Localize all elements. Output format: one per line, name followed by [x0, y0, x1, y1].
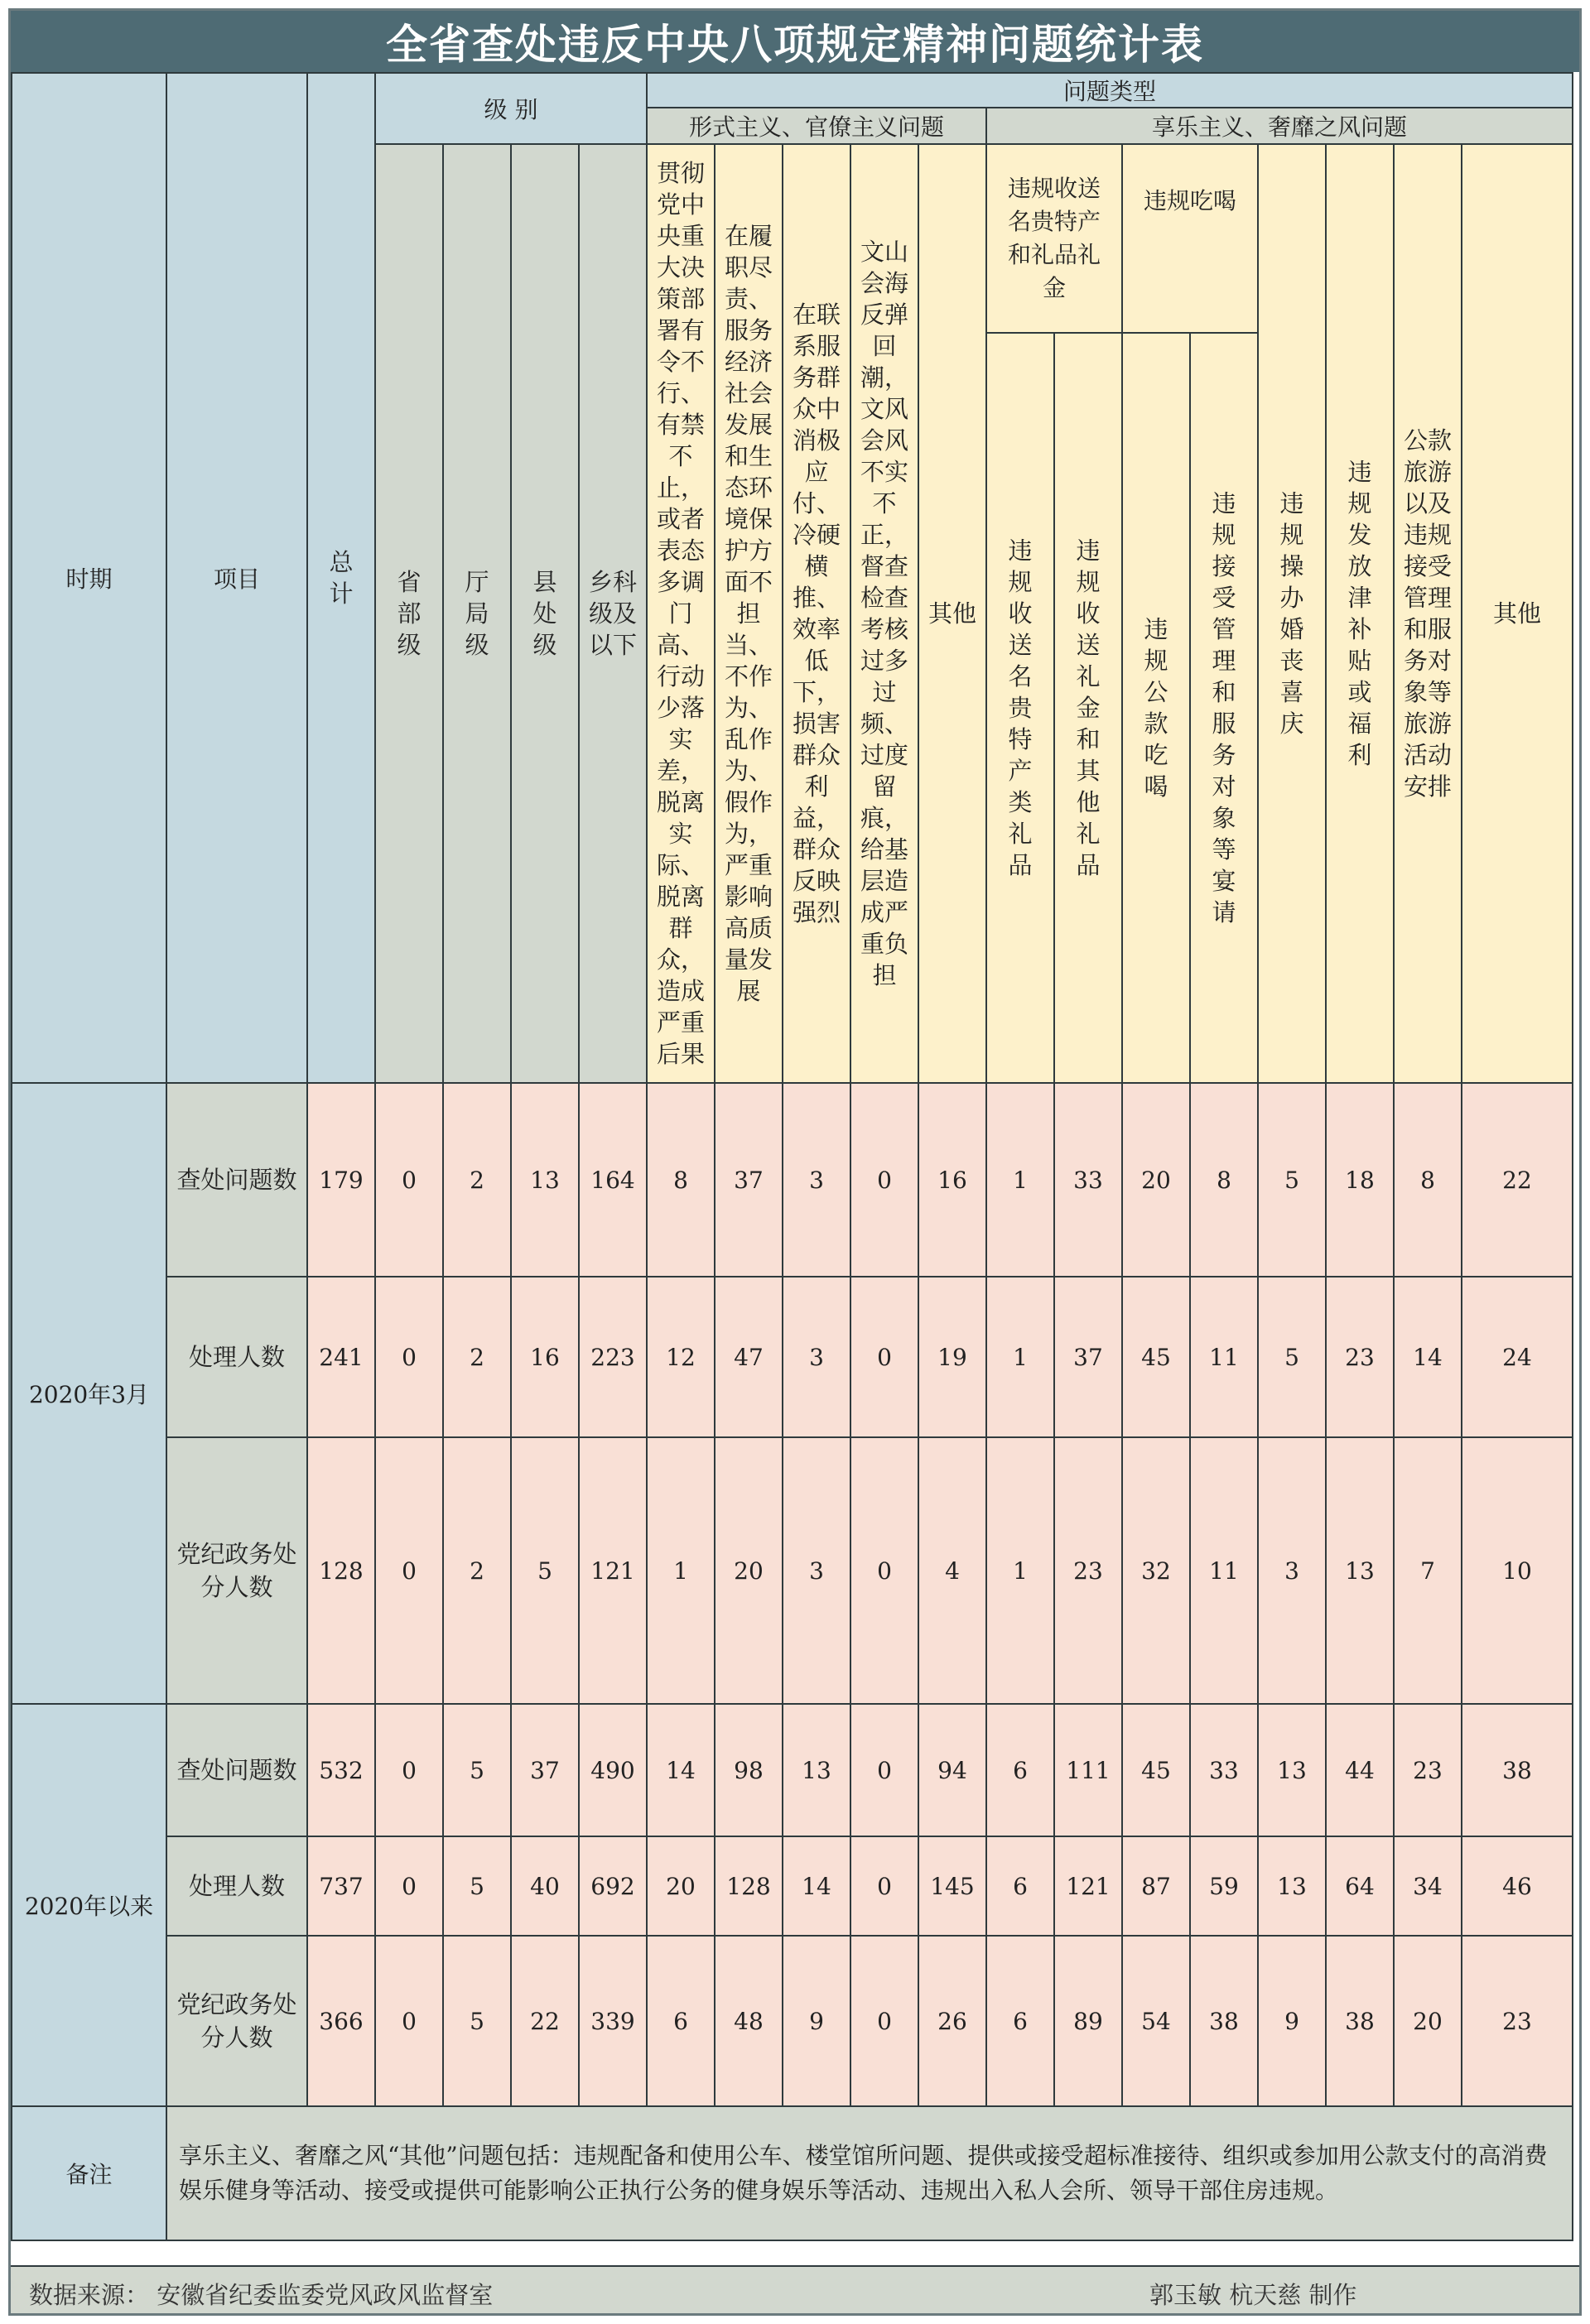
row-label: 党纪政务处分人数 — [166, 1437, 307, 1704]
cell: 37 — [715, 1083, 783, 1277]
cell: 0 — [375, 1836, 443, 1936]
cell: 6 — [647, 1936, 715, 2106]
header-public-travel: 公款旅游以及违规接受管理和服务对象等旅游活动安排 — [1394, 144, 1462, 1083]
cell: 179 — [307, 1083, 375, 1277]
cell: 4 — [918, 1437, 986, 1704]
cell: 2 — [443, 1083, 511, 1277]
cell: 16 — [918, 1083, 986, 1277]
row-label: 处理人数 — [166, 1836, 307, 1936]
cell: 145 — [918, 1836, 986, 1936]
header-problem-type: 问题类型 — [647, 73, 1573, 108]
table-row — [12, 1437, 1573, 1704]
cell: 32 — [1122, 1437, 1190, 1704]
cell: 164 — [579, 1083, 647, 1277]
period-label: 2020年以来 — [12, 1704, 166, 2106]
row-label: 查处问题数 — [166, 1083, 307, 1277]
cell: 33 — [1054, 1083, 1122, 1277]
table-row — [12, 1704, 1573, 1836]
cell: 38 — [1462, 1704, 1573, 1836]
header-formalism: 形式主义、官僚主义问题 — [647, 108, 986, 144]
cell: 46 — [1462, 1836, 1573, 1936]
cell: 2 — [443, 1277, 511, 1437]
statistics-table — [11, 72, 1573, 2241]
statistics-sheet — [8, 8, 1582, 2316]
header-formalism-col-4: 文山会海反弹回潮，文风会风不实不正，督查检查考核过多过频、过度留痕，给基层造成严重负担 — [850, 144, 918, 1083]
header-dining-public: 违规公款吃喝 — [1122, 333, 1190, 1083]
cell: 89 — [1054, 1936, 1122, 2106]
cell: 0 — [850, 1836, 918, 1936]
cell: 7 — [1394, 1437, 1462, 1704]
table-row — [12, 1083, 1573, 1277]
cell: 13 — [1258, 1836, 1326, 1936]
cell: 26 — [918, 1936, 986, 2106]
cell: 0 — [850, 1936, 918, 2106]
cell: 37 — [1054, 1277, 1122, 1437]
cell: 8 — [1190, 1083, 1258, 1277]
row-label: 党纪政务处分人数 — [166, 1936, 307, 2106]
cell: 5 — [443, 1836, 511, 1936]
cell: 20 — [1122, 1083, 1190, 1277]
data-source: 数据来源： 安徽省纪委监委党风政风监督室 — [29, 2281, 494, 2309]
cell: 0 — [850, 1277, 918, 1437]
cell: 241 — [307, 1277, 375, 1437]
cell: 121 — [579, 1437, 647, 1704]
cell: 3 — [1258, 1437, 1326, 1704]
cell: 22 — [511, 1936, 579, 2106]
cell: 64 — [1326, 1836, 1394, 1936]
cell: 19 — [918, 1277, 986, 1437]
table-row — [12, 1836, 1573, 1936]
cell: 38 — [1326, 1936, 1394, 2106]
table-row — [12, 1277, 1573, 1437]
cell: 223 — [579, 1277, 647, 1437]
cell: 38 — [1190, 1936, 1258, 2106]
cell: 12 — [647, 1277, 715, 1437]
cell: 23 — [1462, 1936, 1573, 2106]
cell: 5 — [443, 1936, 511, 2106]
cell: 20 — [1394, 1936, 1462, 2106]
header-period: 时期 — [12, 73, 166, 1083]
footer — [11, 2265, 1579, 2313]
cell: 59 — [1190, 1836, 1258, 1936]
cell: 0 — [375, 1083, 443, 1277]
header-gifts-group: 违规收送名贵特产和礼品礼金 — [986, 144, 1122, 333]
row-label: 查处问题数 — [166, 1704, 307, 1836]
cell: 737 — [307, 1836, 375, 1936]
cell: 14 — [1394, 1277, 1462, 1437]
cell: 37 — [511, 1704, 579, 1836]
cell: 5 — [1258, 1083, 1326, 1277]
cell: 0 — [375, 1936, 443, 2106]
cell: 366 — [307, 1936, 375, 2106]
header-dining-group: 违规吃喝 — [1122, 144, 1258, 333]
cell: 692 — [579, 1836, 647, 1936]
cell: 339 — [579, 1936, 647, 2106]
cell: 6 — [986, 1936, 1054, 2106]
header-item: 项目 — [166, 73, 307, 1083]
cell: 5 — [1258, 1277, 1326, 1437]
remark-label: 备注 — [12, 2106, 166, 2240]
header-weddings-funerals: 违规操办婚丧喜庆 — [1258, 144, 1326, 1083]
cell: 13 — [783, 1704, 850, 1836]
cell: 1 — [986, 1083, 1054, 1277]
cell: 14 — [647, 1704, 715, 1836]
cell: 45 — [1122, 1704, 1190, 1836]
cell: 1 — [986, 1277, 1054, 1437]
cell: 0 — [850, 1704, 918, 1836]
cell: 98 — [715, 1704, 783, 1836]
period-label: 2020年3月 — [12, 1083, 166, 1704]
header-hedonism: 享乐主义、奢靡之风问题 — [986, 108, 1573, 144]
cell: 48 — [715, 1936, 783, 2106]
cell: 0 — [850, 1083, 918, 1277]
cell: 6 — [986, 1704, 1054, 1836]
cell: 47 — [715, 1277, 783, 1437]
cell: 33 — [1190, 1704, 1258, 1836]
cell: 0 — [375, 1277, 443, 1437]
cell: 16 — [511, 1277, 579, 1437]
cell: 1 — [647, 1437, 715, 1704]
cell: 0 — [375, 1437, 443, 1704]
cell: 20 — [647, 1836, 715, 1936]
cell: 128 — [307, 1437, 375, 1704]
header-level-province: 省部级 — [375, 144, 443, 1083]
cell: 532 — [307, 1704, 375, 1836]
header-gifts-specialty: 违规收送名贵特产类礼品 — [986, 333, 1054, 1083]
header-formalism-other: 其他 — [918, 144, 986, 1083]
cell: 8 — [1394, 1083, 1462, 1277]
cell: 14 — [783, 1836, 850, 1936]
header-level-township: 乡科级及以下 — [579, 144, 647, 1083]
header-level-bureau: 厅局级 — [443, 144, 511, 1083]
cell: 22 — [1462, 1083, 1573, 1277]
cell: 111 — [1054, 1704, 1122, 1836]
cell: 11 — [1190, 1277, 1258, 1437]
cell: 23 — [1394, 1704, 1462, 1836]
cell: 44 — [1326, 1704, 1394, 1836]
cell: 3 — [783, 1083, 850, 1277]
author-credit: 郭玉敏 杭天慈 制作 — [1149, 2281, 1357, 2309]
cell: 6 — [986, 1836, 1054, 1936]
cell: 54 — [1122, 1936, 1190, 2106]
cell: 9 — [1258, 1936, 1326, 2106]
cell: 94 — [918, 1704, 986, 1836]
cell: 3 — [783, 1277, 850, 1437]
cell: 10 — [1462, 1437, 1573, 1704]
cell: 24 — [1462, 1277, 1573, 1437]
cell: 0 — [850, 1437, 918, 1704]
cell: 0 — [375, 1704, 443, 1836]
cell: 13 — [1326, 1437, 1394, 1704]
header-level-county: 县处级 — [511, 144, 579, 1083]
cell: 9 — [783, 1936, 850, 2106]
cell: 20 — [715, 1437, 783, 1704]
cell: 23 — [1326, 1277, 1394, 1437]
cell: 1 — [986, 1437, 1054, 1704]
cell: 5 — [443, 1704, 511, 1836]
cell: 13 — [511, 1083, 579, 1277]
cell: 11 — [1190, 1437, 1258, 1704]
cell: 5 — [511, 1437, 579, 1704]
header-formalism-col-1: 贯彻党中央重大决策部署有令不行、有禁不止，或者表态多调门高、行动少落实差，脱离实际、脱离群众，造成严重后果 — [647, 144, 715, 1083]
cell: 18 — [1326, 1083, 1394, 1277]
cell: 40 — [511, 1836, 579, 1936]
cell: 121 — [1054, 1836, 1122, 1936]
header-hedonism-other: 其他 — [1462, 144, 1573, 1083]
header-level: 级 别 — [375, 73, 647, 144]
cell: 34 — [1394, 1836, 1462, 1936]
cell: 2 — [443, 1437, 511, 1704]
remark-text: 享乐主义、奢靡之风“其他”问题包括：违规配备和使用公车、楼堂馆所问题、提供或接受超标准接待、组织或参加用公款支付的高消费娱乐健身等活动、接受或提供可能影响公正执行公务的健身娱乐等活动、违规出入私人会所、领导干部住房违规。 — [166, 2106, 1573, 2240]
cell: 87 — [1122, 1836, 1190, 1936]
header-gifts-money: 违规收送礼金和其他礼品 — [1054, 333, 1122, 1083]
header-allowances: 违规发放津补贴或福利 — [1326, 144, 1394, 1083]
cell: 3 — [783, 1437, 850, 1704]
header-total: 总计 — [307, 73, 375, 1083]
cell: 13 — [1258, 1704, 1326, 1836]
cell: 128 — [715, 1836, 783, 1936]
cell: 45 — [1122, 1277, 1190, 1437]
cell: 8 — [647, 1083, 715, 1277]
table-row — [12, 1936, 1573, 2106]
header-dining-banquet: 违规接受管理和服务对象等宴请 — [1190, 333, 1258, 1083]
row-label: 处理人数 — [166, 1277, 307, 1437]
cell: 23 — [1054, 1437, 1122, 1704]
cell: 490 — [579, 1704, 647, 1836]
header-formalism-col-2: 在履职尽责、服务经济社会发展和生态环境保护方面不担当、不作为、乱作为、假作为，严重影响高质量发展 — [715, 144, 783, 1083]
header-formalism-col-3: 在联系服务群众中消极应付、冷硬横推、效率低下，损害群众利益，群众反映强烈 — [783, 144, 850, 1083]
page-title: 全省查处违反中央八项规定精神问题统计表 — [11, 11, 1579, 72]
remark-row — [12, 2106, 1573, 2240]
